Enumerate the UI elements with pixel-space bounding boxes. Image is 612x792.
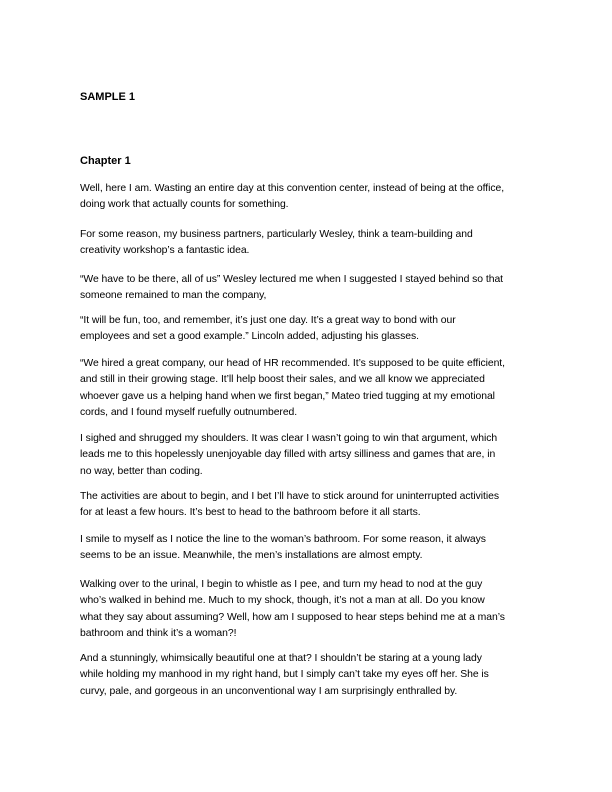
paragraph-line: no way, better than coding. xyxy=(80,465,203,477)
paragraph-10 xyxy=(80,651,540,700)
paragraph-line: leads me to this hopelessly unenjoyable day filled with artsy silliness and games that are, in xyxy=(80,449,496,461)
paragraph-line: seems to be an issue. Meanwhile, the men’s installations are almost empty. xyxy=(80,550,423,562)
paragraph-line: And a stunningly, whimsically beautiful one at that? I shouldn’t be staring at a young lady xyxy=(80,653,482,664)
paragraph-line: “We have to be there, all of us” Wesley lectured me when I suggested I stayed behind so that xyxy=(80,274,504,285)
paragraph-line: curvy, pale, and gorgeous in an unconventional way I am surprisingly enthralled by. xyxy=(80,685,458,697)
paragraph-line: who’s walked in behind me. Much to my shock, though, it’s not a man at all. Do you know xyxy=(80,595,485,607)
chapter-title: Chapter 1 xyxy=(80,155,131,167)
paragraph-7 xyxy=(80,489,540,522)
paragraph-1 xyxy=(80,181,540,214)
paragraph-line: The activities are about to begin, and I bet I’ll have to stick around for uninterrupted activities xyxy=(80,491,499,502)
paragraph-line: “We hired a great company, our head of HR recommended. It’s supposed to be quite efficient, xyxy=(80,358,505,369)
sample-title: SAMPLE 1 xyxy=(80,91,136,103)
paragraph-line: creativity workshop’s a fantastic idea. xyxy=(80,245,250,257)
paragraph-line: employees and set a good example.” Lincoln added, adjusting his glasses. xyxy=(80,331,419,343)
paragraph-4 xyxy=(80,313,540,346)
paragraph-line: what they say about assuming? Well, how am I supposed to hear steps behind me at a man’s xyxy=(80,611,505,623)
paragraph-line: Well, here I am. Wasting an entire day at this convention center, instead of being at the office, xyxy=(80,183,505,194)
paragraph-line: whoever gave us a helping hand when we first began,” Mateo tried tugging at my emotional xyxy=(80,390,495,402)
paragraph-line: while holding my manhood in my right hand, but I simply can’t take my eyes off her. She is xyxy=(80,669,489,681)
paragraph-3 xyxy=(80,272,540,305)
paragraph-line: “It will be fun, too, and remember, it’s just one day. It’s a great way to bond with our xyxy=(80,315,456,326)
paragraph-line: cords, and I found myself ruefully outnumbered. xyxy=(80,407,298,419)
paragraph-line: I smile to myself as I notice the line to the woman’s bathroom. For some reason, it always xyxy=(80,534,486,545)
paragraph-6 xyxy=(80,431,540,480)
paragraph-line: doing work that actually counts for something. xyxy=(80,199,289,211)
paragraph-line: I sighed and shrugged my shoulders. It was clear I wasn’t going to win that argument, which xyxy=(80,433,498,444)
paragraph-9 xyxy=(80,577,540,643)
paragraph-line: and still in their growing stage. It’ll help boost their sales, and we all know we appreciated xyxy=(80,374,485,386)
paragraph-line: for at least a few hours. It’s best to head to the bathroom before it all starts. xyxy=(80,507,421,519)
paragraph-line: Walking over to the urinal, I begin to whistle as I pee, and turn my head to nod at the guy xyxy=(80,579,483,590)
paragraph-line: bathroom and think it’s a woman?! xyxy=(80,628,237,640)
paragraph-line: For some reason, my business partners, particularly Wesley, think a team-building and xyxy=(80,229,473,240)
paragraph-8 xyxy=(80,532,540,565)
paragraph-5 xyxy=(80,356,540,422)
paragraph-2 xyxy=(80,227,540,260)
paragraph-line: someone remained to man the company, xyxy=(80,290,267,302)
